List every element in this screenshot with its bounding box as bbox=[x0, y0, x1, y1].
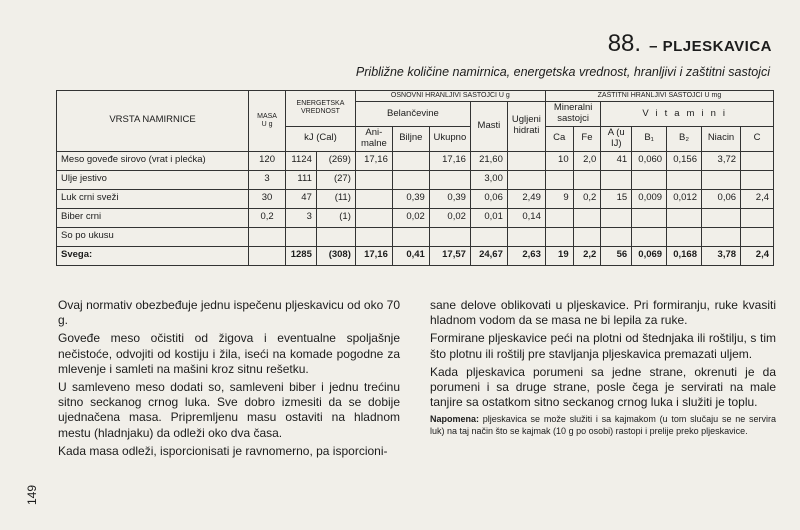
paragraph: Kada pljeskavica porumeni sa jedne strane, okrenuti je da porumeni i sa druge strane, posle čega je servirati na male tanjire sa ostatkom sitno seckanog crnog luka i služiti je toplu. bbox=[430, 364, 776, 410]
header-b1: B₁ bbox=[632, 126, 667, 151]
cell-cal: (308) bbox=[316, 246, 355, 265]
cell-b2: 0,156 bbox=[667, 151, 702, 170]
header-vitamin-a: A (u IJ) bbox=[601, 126, 632, 151]
cell-ugh bbox=[507, 227, 545, 246]
cell-c bbox=[741, 208, 774, 227]
cell-masa: 3 bbox=[249, 170, 286, 189]
cell-nia bbox=[702, 170, 741, 189]
cell-a bbox=[601, 208, 632, 227]
cell-kj: 1124 bbox=[286, 151, 317, 170]
cell-masa bbox=[249, 246, 286, 265]
cell-ani: 17,16 bbox=[355, 151, 392, 170]
cell-ca bbox=[545, 170, 573, 189]
instructions-left bbox=[58, 298, 400, 462]
cell-b1: 0,009 bbox=[632, 189, 667, 208]
header-b2: B₂ bbox=[667, 126, 702, 151]
cell-b2: 0,168 bbox=[667, 246, 702, 265]
cell-masti: 3,00 bbox=[470, 170, 507, 189]
cell-name: Meso goveđe sirovo (vrat i plećka) bbox=[57, 151, 249, 170]
cell-name: Biber crni bbox=[57, 208, 249, 227]
cell-nia bbox=[702, 227, 741, 246]
cell-a bbox=[601, 227, 632, 246]
cell-nia bbox=[702, 208, 741, 227]
cell-masa: 30 bbox=[249, 189, 286, 208]
cell-b2: 0,012 bbox=[667, 189, 702, 208]
header-mineralni: Mineralni sastojci bbox=[545, 102, 600, 127]
total-row bbox=[57, 246, 774, 265]
table-row bbox=[57, 170, 774, 189]
cell-ca bbox=[545, 227, 573, 246]
cell-ugh bbox=[507, 170, 545, 189]
cell-b1 bbox=[632, 208, 667, 227]
cell-masa: 120 bbox=[249, 151, 286, 170]
cell-ugh: 2,63 bbox=[507, 246, 545, 265]
cell-ani bbox=[355, 227, 392, 246]
cell-cal bbox=[316, 227, 355, 246]
cell-nia: 3,78 bbox=[702, 246, 741, 265]
header-animalne: Ani-malne bbox=[355, 126, 392, 151]
cell-ugh bbox=[507, 151, 545, 170]
header-ugljeni: Ugljeni hidrati bbox=[507, 102, 545, 152]
cell-ugh: 2,49 bbox=[507, 189, 545, 208]
paragraph: Ovaj normativ obezbeđuje jednu ispečenu pljeskavicu od oko 70 g. bbox=[58, 298, 400, 328]
cell-c bbox=[741, 170, 774, 189]
cell-nia: 3,72 bbox=[702, 151, 741, 170]
page-number: 149 bbox=[25, 484, 40, 506]
paragraph: Formirane pljeskavice peći na plotni od štednjaka ili roštilju, s tim što plotnu ili roštilj pre stavljanja pljeskavica premazati uljem. bbox=[430, 331, 776, 361]
cell-masti: 0,01 bbox=[470, 208, 507, 227]
note bbox=[430, 413, 776, 437]
cell-masa bbox=[249, 227, 286, 246]
cell-fe: 2,0 bbox=[573, 151, 601, 170]
table-row bbox=[57, 151, 774, 170]
paragraph: Goveđe meso očistiti od žigova i eventualne spoljašnje nečistoće, odvojiti od kostiju i žila, iseći na komade pogodne za mlevenje i samleti na mašini kroz sitnu rešetku. bbox=[58, 331, 400, 376]
header-niacin: Niacin bbox=[702, 126, 741, 151]
cell-b1: 0,069 bbox=[632, 246, 667, 265]
cell-cal: (27) bbox=[316, 170, 355, 189]
cell-fe bbox=[573, 208, 601, 227]
header-kj-cal: kJ (Cal) bbox=[286, 126, 356, 151]
cell-ani bbox=[355, 170, 392, 189]
cell-a: 15 bbox=[601, 189, 632, 208]
cell-fe bbox=[573, 227, 601, 246]
header-belancevine: Belančevine bbox=[355, 102, 470, 127]
header-vrsta: VRSTA NAMIRNICE bbox=[57, 91, 249, 152]
cell-cal: (11) bbox=[316, 189, 355, 208]
header-zastitni: ZAŠTITNI HRANLJIVI SASTOJCI U mg bbox=[545, 91, 773, 102]
header-ca: Ca bbox=[545, 126, 573, 151]
recipe-number: 88. bbox=[607, 30, 642, 57]
cell-bilj bbox=[392, 227, 429, 246]
cell-c: 2,4 bbox=[741, 189, 774, 208]
header-c: C bbox=[741, 126, 774, 151]
cell-kj: 3 bbox=[286, 208, 317, 227]
cell-kj: 111 bbox=[286, 170, 317, 189]
cell-c bbox=[741, 227, 774, 246]
header-masti: Masti bbox=[470, 102, 507, 152]
cell-ugh: 0,14 bbox=[507, 208, 545, 227]
cell-c bbox=[741, 151, 774, 170]
cell-uk: 0,02 bbox=[429, 208, 470, 227]
cell-ani bbox=[355, 208, 392, 227]
table-caption: Približne količine namirnica, energetska vrednost, hranljivi i zaštitni sastojci bbox=[355, 65, 770, 79]
nutrition-table bbox=[56, 90, 774, 266]
cell-fe: 2,2 bbox=[573, 246, 601, 265]
note-label: Napomena: bbox=[430, 414, 480, 425]
cell-ca: 19 bbox=[545, 246, 573, 265]
recipe-name: – PLJESKAVICA bbox=[649, 38, 772, 55]
cell-a: 41 bbox=[601, 151, 632, 170]
cell-bilj: 0,02 bbox=[392, 208, 429, 227]
cell-b2 bbox=[667, 170, 702, 189]
cell-a bbox=[601, 170, 632, 189]
cell-uk bbox=[429, 227, 470, 246]
header-ukupno: Ukupno bbox=[429, 126, 470, 151]
cell-ca bbox=[545, 208, 573, 227]
cell-masti: 24,67 bbox=[470, 246, 507, 265]
cell-masti bbox=[470, 227, 507, 246]
cell-kj: 47 bbox=[286, 189, 317, 208]
instructions-right bbox=[430, 298, 776, 440]
cell-masti: 0,06 bbox=[470, 189, 507, 208]
cell-name: Luk crni sveži bbox=[57, 189, 249, 208]
table-row bbox=[57, 227, 774, 246]
cell-cal: (269) bbox=[316, 151, 355, 170]
cell-bilj bbox=[392, 170, 429, 189]
cell-bilj: 0,41 bbox=[392, 246, 429, 265]
header-energetska: ENERGETSKA VREDNOST bbox=[286, 91, 356, 127]
cell-cal: (1) bbox=[316, 208, 355, 227]
table-row bbox=[57, 208, 774, 227]
cell-nia: 0,06 bbox=[702, 189, 741, 208]
cell-ca: 10 bbox=[545, 151, 573, 170]
cell-name: So po ukusu bbox=[57, 227, 249, 246]
header-masa: MASA U g bbox=[249, 91, 286, 152]
cell-ani: 17,16 bbox=[355, 246, 392, 265]
cell-name: Svega: bbox=[57, 246, 249, 265]
paragraph: U samleveno meso dodati so, samleveni biber i jednu trećinu sitno seckanog crnog luka. Sve dobro izmesiti da se dobije ujednačena masa. Pripremljenu masu ostaviti na hladnom mestu (hladnjaku) da odleži oko dva časa. bbox=[58, 380, 400, 440]
cell-a: 56 bbox=[601, 246, 632, 265]
cell-fe bbox=[573, 170, 601, 189]
cell-uk: 17,16 bbox=[429, 151, 470, 170]
cell-b1 bbox=[632, 170, 667, 189]
header-osnovni: OSNOVNI HRANLJIVI SASTOJCI U g bbox=[355, 91, 545, 102]
cell-ani bbox=[355, 189, 392, 208]
cell-b2 bbox=[667, 208, 702, 227]
cell-b1 bbox=[632, 227, 667, 246]
header-biljne: Biljne bbox=[392, 126, 429, 151]
cell-bilj bbox=[392, 151, 429, 170]
cell-b2 bbox=[667, 227, 702, 246]
paragraph: Kada masa odleži, isporcionisati je ravnomerno, pa isporcioni- bbox=[58, 443, 388, 458]
cell-ca: 9 bbox=[545, 189, 573, 208]
cell-bilj: 0,39 bbox=[392, 189, 429, 208]
cell-uk bbox=[429, 170, 470, 189]
header-vitamini: Vitamini bbox=[601, 102, 774, 127]
cell-uk: 17,57 bbox=[429, 246, 470, 265]
cell-uk: 0,39 bbox=[429, 189, 470, 208]
cell-masti: 21,60 bbox=[470, 151, 507, 170]
cell-c: 2,4 bbox=[741, 246, 774, 265]
paragraph: sane delove oblikovati u pljeskavice. Pri formiranju, ruke kvasiti hladnom vodom da se masa ne bi lepila za ruke. bbox=[430, 298, 776, 328]
cell-kj bbox=[286, 227, 317, 246]
cell-b1: 0,060 bbox=[632, 151, 667, 170]
header-fe: Fe bbox=[573, 126, 601, 151]
note-text: pljeskavica se može služiti i sa kajmakom (u tom slučaju se ne servira luk) na taj način što se kajmak (10 g po osobi) rastopi i prelije preko pljeskavice. bbox=[430, 414, 776, 437]
cell-name: Ulje jestivo bbox=[57, 170, 249, 189]
cell-masa: 0,2 bbox=[249, 208, 286, 227]
cell-fe: 0,2 bbox=[573, 189, 601, 208]
cell-kj: 1285 bbox=[286, 246, 317, 265]
table-row bbox=[57, 189, 774, 208]
recipe-title bbox=[608, 30, 772, 58]
